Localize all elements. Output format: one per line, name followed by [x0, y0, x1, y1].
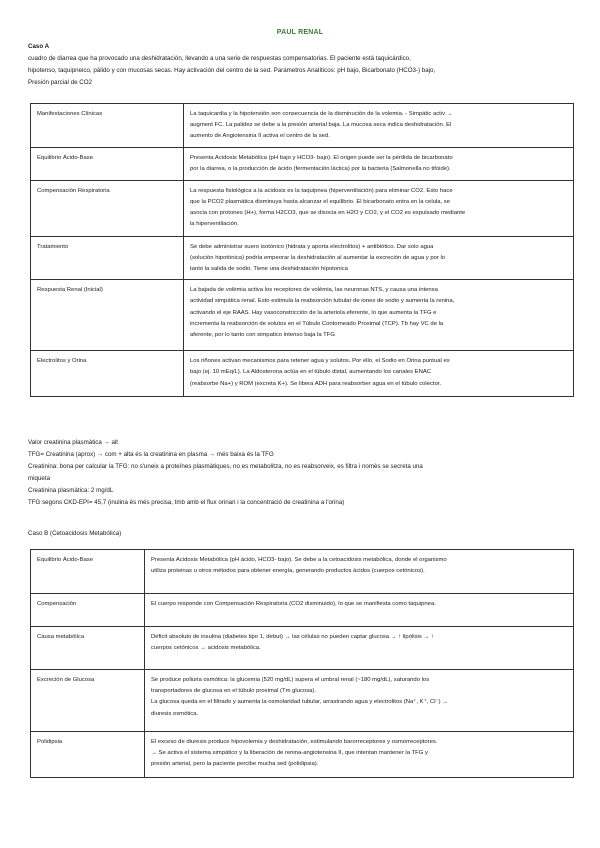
content-line: actividad simpática renal. Esto estimula la reabsorción tubular de iones de sodio y aumenta la renina,: [190, 298, 455, 305]
note-line: TFG= Creatinina (aprox) → com + alta és la creatinina en plasma → més baixa és la TFG: [28, 451, 274, 458]
content-line: Se debe administrar suero isotónico (hidrata y aporta electrolitos) + antibiótico. Dar solo agua: [190, 243, 434, 250]
row-content: [145, 550, 574, 594]
table-row: [31, 104, 574, 148]
content-line: cuerpos cetónicos → acidosis metabólica.: [151, 645, 261, 652]
table-row: [31, 732, 574, 778]
content-line: diuresis osmótica.: [151, 710, 199, 717]
content-line: por la diarrea, o la producción de ácido (fermentación láctica) por la bacteria (Salmonella no tifoide).: [190, 165, 451, 172]
note-line: Creatinina plasmàtica: 2 mg/dL: [28, 487, 114, 494]
content-line: La respuesta fisiológica a la acidosis es la taquipnea (hiperventilación) para eliminar CO2. Esto hace: [190, 187, 453, 194]
table-row: [31, 670, 574, 732]
content-line: (solución hipotónica) podría empeorar la deshidratación al aumentar la excreción de agua y por lo: [190, 254, 446, 261]
row-label: Electrolitos y Orina: [31, 351, 184, 397]
row-content: [145, 732, 574, 778]
content-line: bajo (ej. 10 mEq/L). La Aldosterona actúa en el túbulo distal, aumentando los canales ENAC: [190, 369, 432, 376]
content-line: que la PCO2 plasmática disminuya hasta alcanzar el equilibrio. El bicarbonato entra en la celula, se: [190, 198, 450, 205]
row-label: Compensación Respiratoria: [31, 180, 184, 236]
row-label: Tratamiento: [31, 236, 184, 280]
table-row: [31, 147, 574, 180]
content-line: presión arterial, pero la paciente percibe mucha sed (polidipsia).: [151, 761, 319, 768]
content-line: la hiperventilación.: [190, 221, 239, 228]
intro-line: cuadro de diarrea que ha provocado una deshidratación, llevando a una serie de respuestas compensatorias. El paciente está taquicárdico,: [28, 55, 411, 62]
row-label: Excreción de Glucosa: [31, 670, 145, 732]
content-line: Déficit absoluto de insulina (diabetes tipo 1, debut) → las células no pueden captar glucosa → ↑ lipólisis → ↑: [151, 634, 434, 640]
case-b-heading: Caso B (Cetoacidosis Metabólica): [28, 530, 122, 537]
content-line: La glucosa queda en el filtrado y aumenta la osmolaridad tubular, arrastrando agua y electrolitos (Na⁺, K⁺, Cl⁻) →: [151, 699, 449, 706]
row-content: [184, 180, 574, 236]
case-a-table: [30, 103, 574, 397]
case-a-heading: Caso A: [28, 43, 50, 50]
intro-line: hipotenso, taquipneico, pálido y con mucosas secas. Hay activación del centro de la sed. Parámetros Analíticos: pH bajo, Bicarbonato (HCO3-) bajo,: [28, 67, 436, 74]
content-line: Presenta Acidosis Metabólica (pH bajo y HCO3- bajo). El origen puede ser la pérdida de bicarbonato: [190, 154, 453, 161]
content-line: aumento de Angiotensina II activa el centro de la sed.: [190, 133, 330, 140]
content-line: utiliza proteinas u otros métodos para obtener energía, generando productos ácidos (cuerpos cetónicos).: [151, 568, 425, 575]
content-line: augment FC. La palidez se debe a la presión arterial baja. La mucosa seca indica deshidratación. El: [190, 122, 452, 129]
case-a-intro: [28, 53, 576, 89]
row-label: Equilibrio Ácido-Base: [31, 550, 145, 594]
row-label: Equilibrio Ácido-Base: [31, 147, 184, 180]
content-line: asocia con protones (H+), forma H2CO3, que se disocia en H2O y CO2, y el CO2 es expulsado mediante: [190, 210, 466, 217]
content-line: incrementa la reabsorción de solutos en el Túbulo Contorneado Proximal (TCP). Tb hay VC de la: [190, 320, 444, 327]
row-content: [145, 594, 574, 627]
content-line: transportadores de glucosa en el túbulo proximal (Tm glucosa).: [151, 688, 317, 695]
page-title: PAUL RENAL: [276, 29, 324, 36]
table-row: [31, 627, 574, 670]
row-content: [184, 280, 574, 351]
row-content: [145, 670, 574, 732]
row-label: Respuesta Renal (Inicial): [31, 280, 184, 351]
table-row: [31, 550, 574, 594]
content-line: Los riñones activan mecanismos para retener agua y solutos. Por ello, el Sodio en Orina puntual es: [190, 358, 450, 365]
row-content: [184, 147, 574, 180]
content-line: aferente, por lo tanto con simpatico intenso baja la TFG: [190, 332, 335, 339]
content-line: → Se activa el sistema simpático y la liberación de renina-angiotensina II, que intentan mantener la TFG y: [151, 750, 428, 757]
table-row: [31, 236, 574, 280]
content-line: activando el eje RAAS. Hay vasoconstricción de la arteriola eferente, lo que aumenta la TFG e: [190, 309, 437, 316]
row-content: [145, 627, 574, 670]
note-line: miqueta: [28, 475, 51, 482]
content-line: La bajada de volèmia activa los receptores de volèmia, las neuronas NTS, y causa una intensa: [190, 287, 438, 294]
content-line: La taquicardia y la hipotensión son consecuencia de la disminución de la volemia. - Simpátic activ →: [190, 111, 453, 117]
content-line: Se produce poliuria osmótica: la glucemia (520 mg/dL) supera el umbral renal (~180 mg/dL), saturando los: [151, 677, 430, 683]
row-label: Polidipsia: [31, 732, 145, 778]
table-row: [31, 180, 574, 236]
row-label: Compensación: [31, 594, 145, 627]
content-line: tanto la salida de sodio. Tiene una deshidratación hipotonica: [190, 266, 348, 273]
creatinine-notes: [28, 437, 576, 509]
row-content: [184, 104, 574, 148]
content-line: Presenta Acidosis Metabólica (pH ácido, HCO3- bajo). Se debe a la cetoacidosis metabólica, donde el organismo: [151, 557, 447, 563]
note-line: Creatinina: bona per calcular la TFG: no s'uneix a proteïnes plasmàtiques, no es metabolitza, no es reabsorveix, es filtra i nomès se secreta una: [28, 463, 423, 470]
row-content: [184, 351, 574, 397]
row-content: [184, 236, 574, 280]
content-line: El exceso de diuresis produce hipovolemia y deshidratación, estimulando barorreceptores y osmorreceptores.: [151, 739, 438, 745]
case-b-table: [30, 549, 574, 778]
table-row: [31, 594, 574, 627]
intro-line: Presión parcial de CO2: [28, 79, 92, 86]
row-label: Manifestaciones Clínicas: [31, 104, 184, 148]
content-line: (reabsorbe Na+) y ROM (excreta K+). Se libera ADH para reabsorber agua en el túbulo colector.: [190, 380, 442, 387]
table-row: [31, 351, 574, 397]
note-line: Valor creatinina plasmàtica → alt: [28, 439, 118, 446]
content-line: El cuerpo responde con Compensación Respiratoria (CO2 disminuido), lo que se manifiesta como taquipnea.: [151, 601, 436, 607]
row-label: Causa metabólica: [31, 627, 145, 670]
note-line: TFG segons CKD-EPI= 45,7 (inulina és més precisa, tmb amb el flux orinari i la concentració de creatinina a l'orina): [28, 499, 345, 506]
table-row: [31, 280, 574, 351]
